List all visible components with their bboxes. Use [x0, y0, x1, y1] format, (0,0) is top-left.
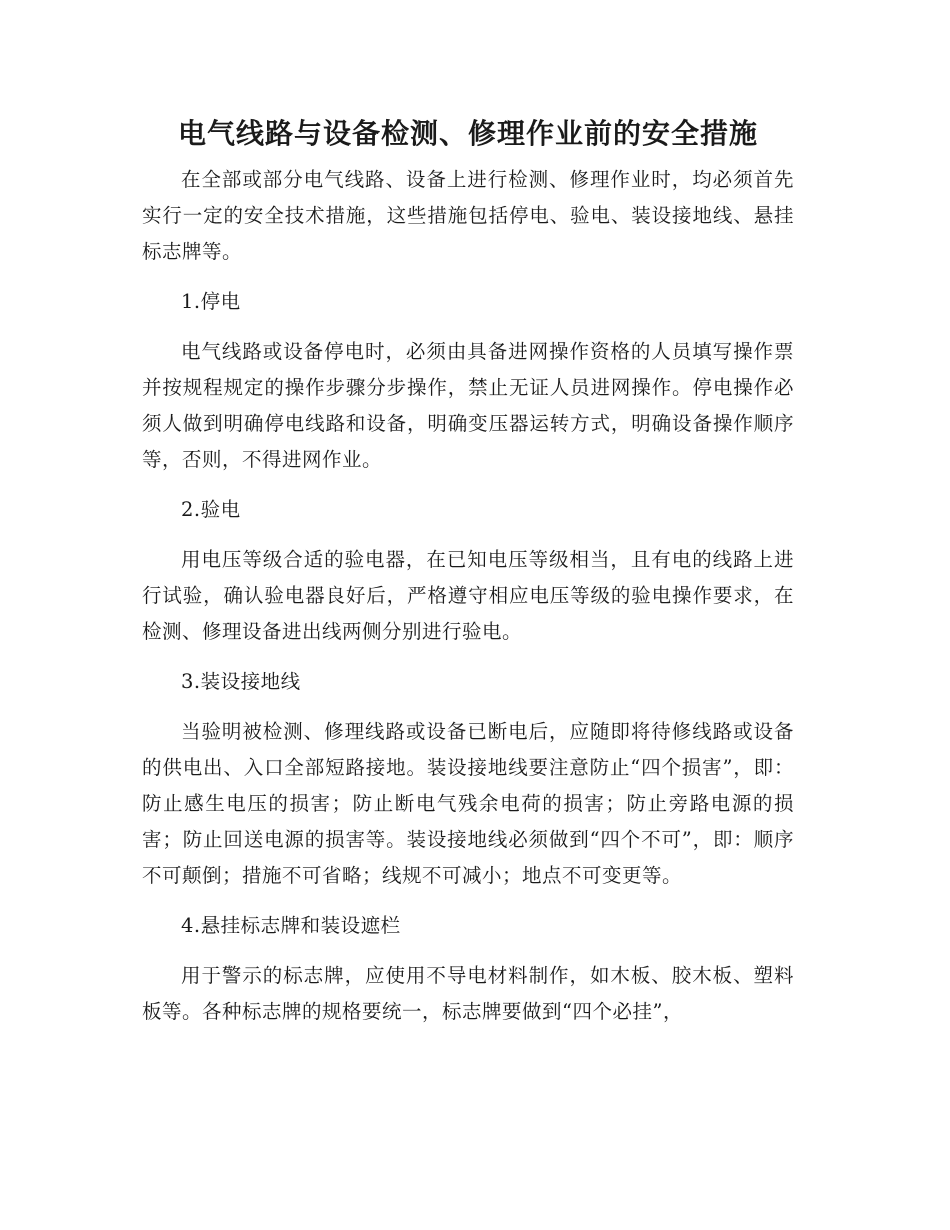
document-content	[142, 112, 794, 1044]
intro-paragraph: 在全部或部分电气线路、设备上进行检测、修理作业时，均必须首先实行一定的安全技术措施，这些措施包括停电、验电、装设接地线、悬挂标志牌等。	[142, 168, 794, 263]
section-heading-power-off: 1.停电	[181, 290, 241, 313]
section-heading-voltage-test: 2.验电	[181, 498, 241, 521]
section-body-grounding: 当验明被检测、修理线路或设备已断电后，应随即将待修线路或设备的供电出、入口全部短路接地。装设接地线要注意防止“四个损害”，即：防止感生电压的损害；防止断电气残余电荷的损害；防止旁路电源的损害；防止回送电源的损害等。装设接地线必须做到“四个不可”，即：顺序不可颠倒；措施不可省略；线规不可减小；地点不可变更等。	[142, 720, 794, 887]
section-body-power-off: 电气线路或设备停电时，必须由具备进网操作资格的人员填写操作票并按规程规定的操作步骤分步操作，禁止无证人员进网操作。停电操作必须人做到明确停电线路和设备，明确变压器运转方式，明确设备操作顺序等，否则，不得进网作业。	[142, 340, 794, 471]
document-title: 电气线路与设备检测、修理作业前的安全措施	[177, 117, 758, 150]
section-body-voltage-test: 用电压等级合适的验电器，在已知电压等级相当，且有电的线路上进行试验，确认验电器良好后，严格遵守相应电压等级的验电操作要求，在检测、修理设备进出线两侧分别进行验电。	[142, 548, 794, 643]
section-heading-grounding: 3.装设接地线	[181, 670, 301, 693]
section-body-signs: 用于警示的标志牌，应使用不导电材料制作，如木板、胶木板、塑料板等。各种标志牌的规格要统一，标志牌要做到“四个必挂”，	[142, 964, 794, 1023]
section-heading-signs: 4.悬挂标志牌和装设遮栏	[181, 914, 401, 937]
